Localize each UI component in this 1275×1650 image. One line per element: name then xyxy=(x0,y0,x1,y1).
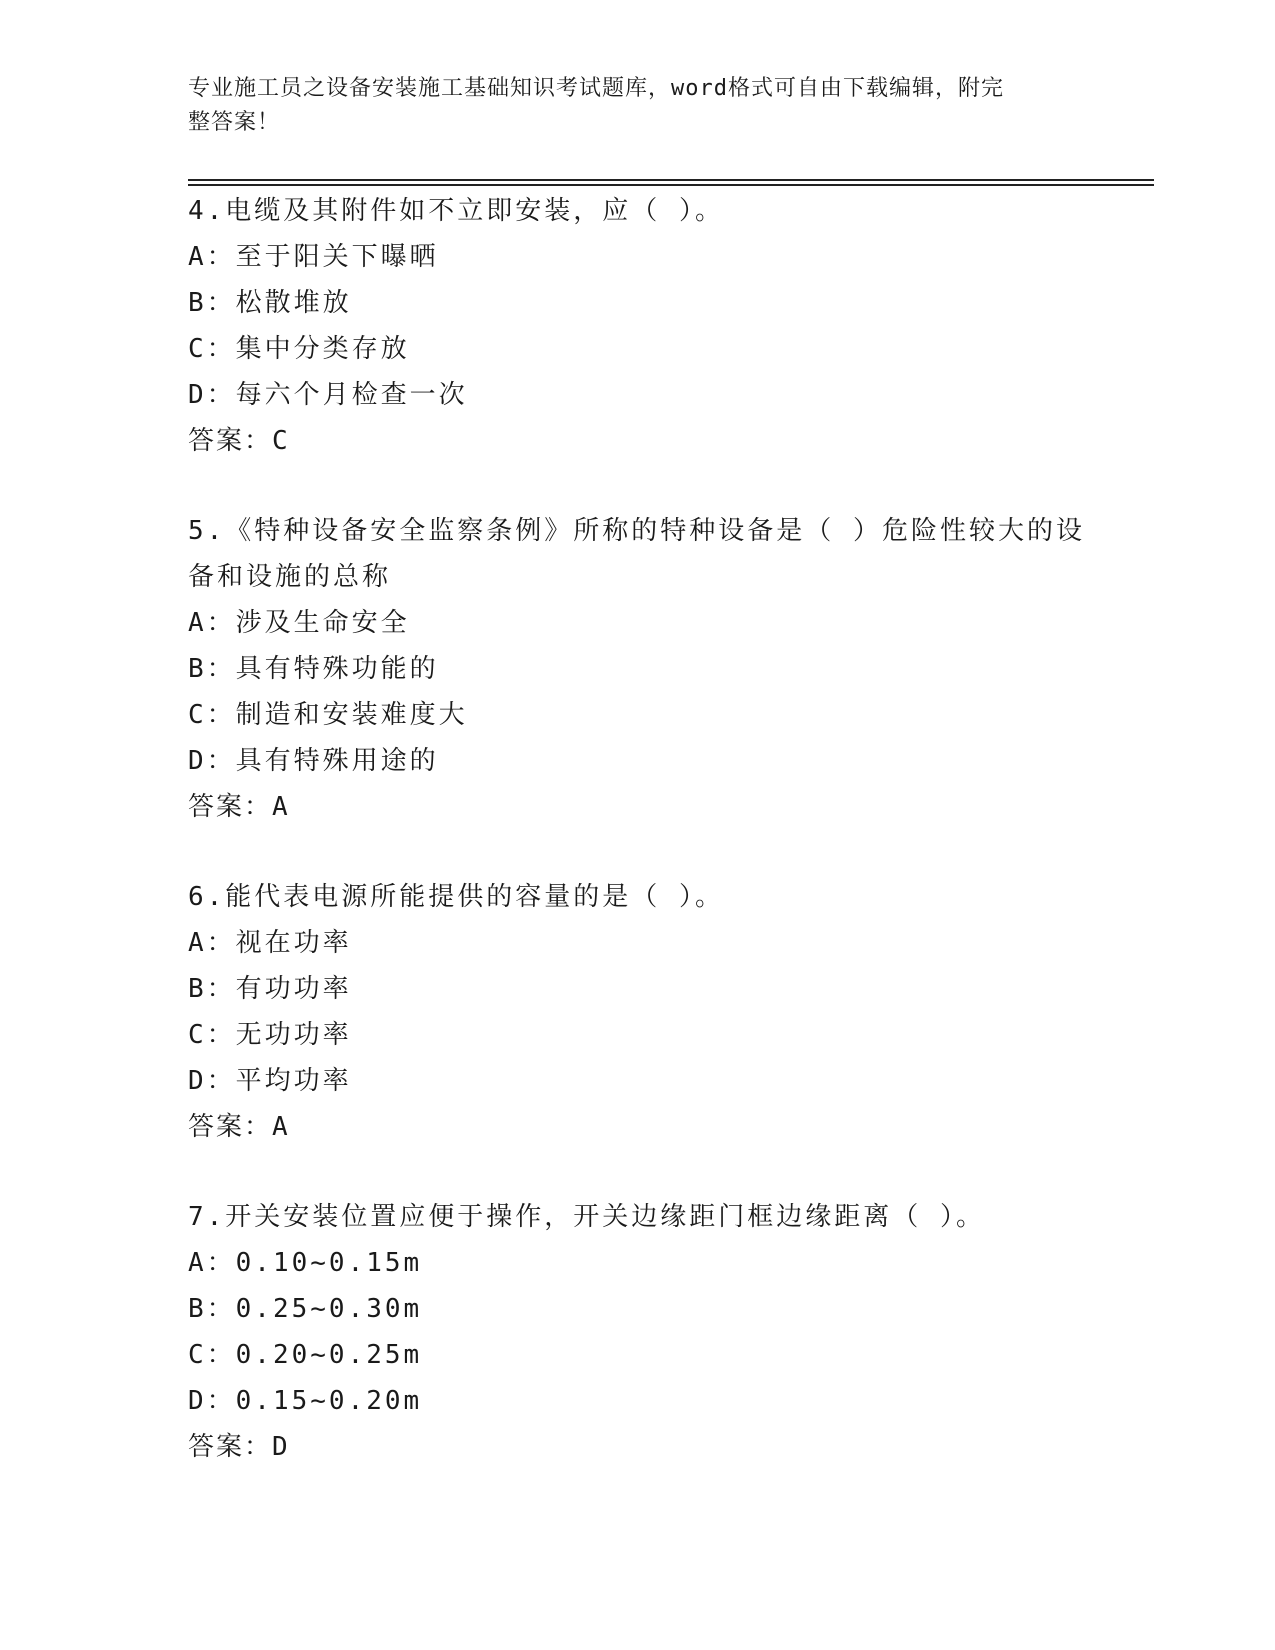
header-divider-top xyxy=(188,179,1154,181)
header-divider-bottom xyxy=(188,184,1154,186)
question-5 xyxy=(188,508,1088,830)
answer-label: 答案： xyxy=(188,1112,273,1142)
answer-value: D xyxy=(272,1432,289,1462)
header-line-2: 整答案！ xyxy=(188,110,281,135)
option-a: A：涉及生命安全 xyxy=(188,608,410,638)
question-stem-line: 5.《特种设备安全监察条例》所称的特种设备是（ ）危险性较大的设 xyxy=(188,516,1085,546)
answer xyxy=(188,784,1088,830)
answer xyxy=(188,418,1088,464)
option-c: C：0.20~0.25m xyxy=(188,1340,423,1370)
answer-value: A xyxy=(272,1112,289,1142)
question-stem-line: 7.开关安装位置应便于操作，开关边缘距门框边缘距离（ ）。 xyxy=(188,1202,985,1232)
question-4 xyxy=(188,188,1088,464)
answer-label: 答案： xyxy=(188,426,273,456)
option-b: B：有功功率 xyxy=(188,974,352,1004)
option-b: B：松散堆放 xyxy=(188,288,352,318)
option-d: D：0.15~0.20m xyxy=(188,1386,423,1416)
answer-label: 答案： xyxy=(188,792,273,822)
option-b: B：0.25~0.30m xyxy=(188,1294,423,1324)
option-c: C：无功功率 xyxy=(188,1020,352,1050)
option-c: C：集中分类存放 xyxy=(188,334,410,364)
answer xyxy=(188,1104,1088,1150)
question-stem xyxy=(188,1194,1088,1240)
answer-value: C xyxy=(272,426,289,456)
option-a: A：0.10~0.15m xyxy=(188,1248,423,1278)
option-d: D：每六个月检查一次 xyxy=(188,380,468,410)
question-stem-line: 6.能代表电源所能提供的容量的是（ ）。 xyxy=(188,882,724,912)
header-line-1: 专业施工员之设备安装施工基础知识考试题库，word格式可自由下载编辑，附完 xyxy=(188,76,1004,101)
question-stem xyxy=(188,508,1088,600)
question-6 xyxy=(188,874,1088,1150)
question-stem-line: 备和设施的总称 xyxy=(188,562,392,592)
question-stem xyxy=(188,874,1088,920)
answer xyxy=(188,1424,1088,1470)
question-stem xyxy=(188,188,1088,234)
option-d: D：平均功率 xyxy=(188,1066,352,1096)
answer-label: 答案： xyxy=(188,1432,273,1462)
option-c: C：制造和安装难度大 xyxy=(188,700,468,730)
question-stem-line: 4.电缆及其附件如不立即安装，应（ ）。 xyxy=(188,196,724,226)
answer-value: A xyxy=(272,792,289,822)
option-d: D：具有特殊用途的 xyxy=(188,746,439,776)
option-a: A：视在功率 xyxy=(188,928,352,958)
option-b: B：具有特殊功能的 xyxy=(188,654,439,684)
document-header xyxy=(188,72,1088,140)
option-a: A：至于阳关下曝晒 xyxy=(188,242,439,272)
question-7 xyxy=(188,1194,1088,1470)
